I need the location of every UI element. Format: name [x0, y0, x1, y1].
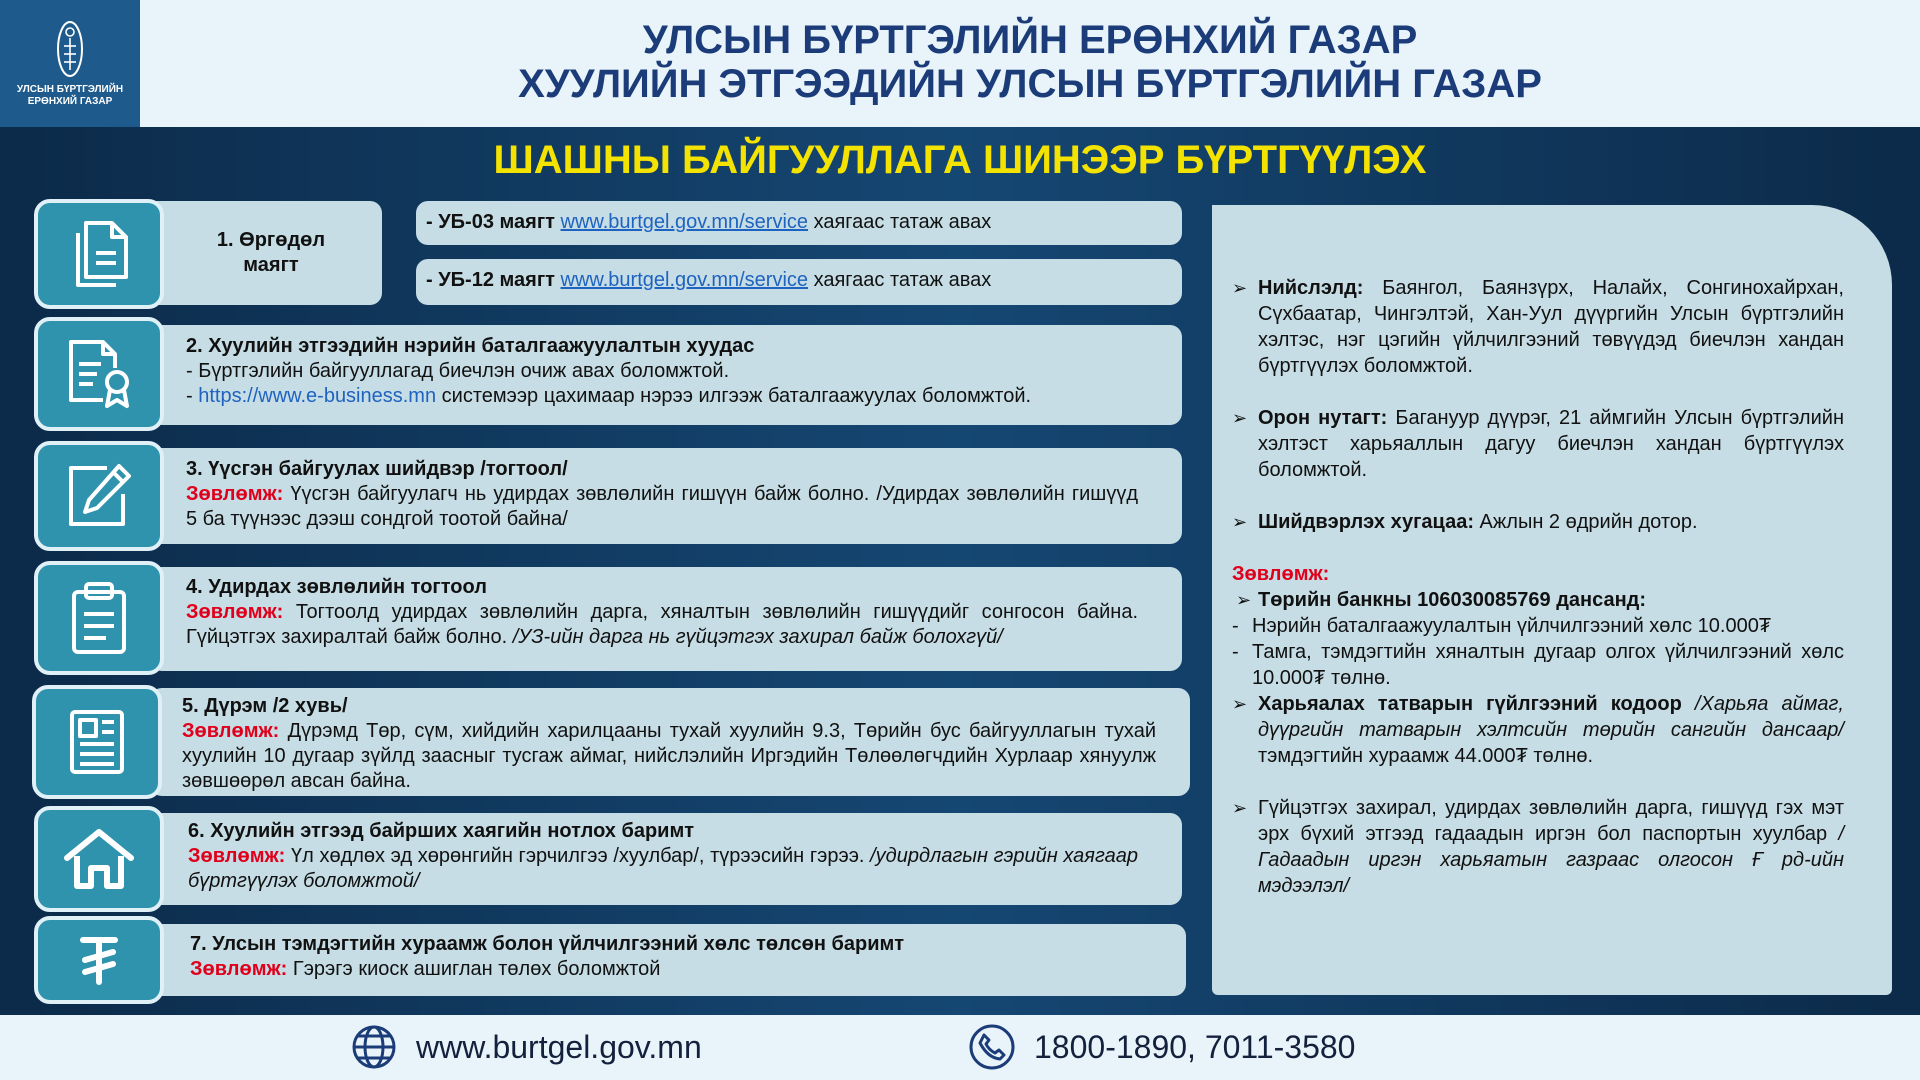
- panel-advice-label: Зөвлөмж:: [1232, 563, 1330, 585]
- step-1-form-2: [416, 259, 1182, 305]
- tax-italic: /Харьяа аймаг, дүүргийн татварын хэлтсийн төрийн сангийн дансаар/: [1258, 693, 1844, 741]
- step-7-tile: [34, 916, 164, 1004]
- logo[interactable]: [0, 0, 140, 127]
- bank-line-1: - Нэрийн баталгаажуулалтын үйлчилгээний хөлс 10.000₮: [1232, 613, 1844, 639]
- step-5-advice-text: Дүрэмд Төр, сүм, хийдийн харилцааны тухай хуулийн 9.3, Төрийн бус байгууллагын тухай хуулийн 10 дугаар зүйлд заасныг тусгаж аймаг, нийслэлийн Иргэдийн Төлөөлөгчдийн Хурлаар хянуулж зөвшөөрөл авсан байна.: [182, 720, 1156, 792]
- step-4-title: 4. Удирдах зөвлөлийн тогтоол: [186, 576, 487, 598]
- step-6-advice-italic: /удирдлагын гэрийн хаягаар бүртгүүлэх боломжтой/: [188, 845, 1138, 892]
- foreign-info: [1232, 795, 1844, 899]
- form-2-prefix: - УБ-12 маягт: [426, 269, 555, 291]
- step-7-box: [150, 924, 1186, 996]
- emblem-icon: [56, 20, 84, 78]
- step-5-advice-label: Зөвлөмж:: [182, 720, 280, 742]
- step-2-box: [150, 325, 1182, 425]
- bank-info: [1232, 587, 1844, 613]
- step-3-tile: [34, 441, 164, 551]
- form-1-link[interactable]: www.burtgel.gov.mn/service: [560, 211, 809, 233]
- phone-text[interactable]: 1800-1890, 7011-3580: [1034, 1028, 1356, 1065]
- step-4-advice-italic: /УЗ-ийн дарга нь гүйцэтгэх захирал байж болохгүй/: [512, 626, 1003, 648]
- step-6-title: 6. Хуулийн этгээд байрших хаягийн нотлох баримт: [188, 820, 695, 842]
- form-1-prefix: - УБ-03 маягт: [426, 211, 555, 233]
- step-6-advice-label: Зөвлөмж:: [188, 845, 286, 867]
- bank-line-2-text: Тамга, тэмдэгтийн хяналтын дугаар олгох үйлчилгээний хөлс 10.000₮ төлнө.: [1252, 641, 1844, 689]
- tax-text: тэмдэгтийн хураамж 44.000₮ төлнө.: [1258, 745, 1594, 767]
- form-2-suffix: хаягаас татаж авах: [808, 269, 992, 291]
- header-title-2: ХУУЛИЙН ЭТГЭЭДИЙН УЛСЫН БҮРТГЭЛИЙН ГАЗАР: [518, 62, 1542, 106]
- step-6-tile: [34, 806, 164, 912]
- step-2-title: 2. Хуулийн этгээдийн нэрийн баталгаажуулалтын хуудас: [186, 335, 755, 357]
- arrow-bullet-icon: ➢: [1236, 590, 1252, 610]
- capital-text: Баянгол, Баянзүрх, Налайх, Сонгинохайрхан, Сүхбаатар, Чингэлтэй, Хан-Уул дүүргийн Улсын бүртгэлийн хэлтэс, нэг цэгийн үйлчилгээний төвүүдэд биечлэн хандан бүртгүүлэх боломжтой.: [1258, 277, 1844, 377]
- local-info: [1232, 405, 1844, 483]
- info-panel: [1212, 205, 1892, 995]
- deadline-text: Ажлын 2 өдрийн дотор.: [1474, 511, 1698, 533]
- step-2-line-2: [186, 384, 1162, 409]
- logo-text-line-1: УЛСЫН БҮРТГЭЛИЙН: [16, 84, 124, 95]
- certificate-icon: [63, 336, 135, 412]
- step-1-box: [140, 201, 382, 305]
- step-3-advice-text: Үүсгэн байгуулагч нь удирдах зөвлөлийн гишүүн байж болно. /Удирдах зөвлөлийн гишүүд 5 ба түүнээс дээш сондгой тоотой байна/: [186, 483, 1138, 530]
- documents-icon: [64, 217, 134, 291]
- step-7-advice: [190, 957, 1166, 982]
- tugrik-icon: [77, 934, 121, 986]
- local-text: Багануур дүүрэг, 21 аймгийн Улсын бүртгэлийн хэлтэст харьяаллын дагуу биечлэн хандан бүртгүүлэх боломжтой.: [1258, 407, 1844, 481]
- step-4-tile: [34, 561, 164, 675]
- step-3-advice: [186, 482, 1138, 532]
- form-2-link[interactable]: www.burtgel.gov.mn/service: [560, 269, 809, 291]
- deadline-label: Шийдвэрлэх хугацаа:: [1258, 511, 1474, 533]
- step-2-line-2-prefix: -: [186, 385, 199, 407]
- step-1-form-1: [416, 201, 1182, 245]
- step-4-advice-label: Зөвлөмж:: [186, 601, 284, 623]
- bank-line-2: - Тамга, тэмдэгтийн хяналтын дугаар олгох үйлчилгээний хөлс 10.000₮ төлнө.: [1232, 641, 1844, 689]
- e-business-link[interactable]: https://www.e-business.mn: [198, 385, 437, 407]
- tax-label: Харьяалах татварын гүйлгээний кодоор: [1258, 693, 1682, 715]
- arrow-bullet-icon: ➢: [1232, 278, 1248, 298]
- foreign-text: Гүйцэтгэх захирал, удирдах зөвлөлийн дарга, гишүүд гэх мэт эрх бүхий этгээд гадаадын иргэн бол паспортын хуулбар: [1258, 797, 1844, 845]
- clipboard-icon: [66, 580, 132, 656]
- arrow-bullet-icon: ➢: [1232, 512, 1248, 532]
- step-2-line-1: - Бүртгэлийн байгууллагад биечлэн очиж авах боломжтой.: [186, 360, 730, 382]
- pen-edit-icon: [63, 460, 135, 532]
- website-text[interactable]: www.burtgel.gov.mn: [416, 1028, 702, 1065]
- tax-info: [1232, 691, 1844, 769]
- step-3-title: 3. Үүсгэн байгуулах шийдвэр /тогтоол/: [186, 458, 568, 480]
- step-4-box: [150, 567, 1182, 671]
- step-1-tile: [34, 199, 164, 309]
- logo-text: [0, 84, 140, 108]
- header-title-1: УЛСЫН БҮРТГЭЛИЙН ЕРӨНХИЙ ГАЗАР: [642, 18, 1418, 62]
- bank-line-1-text: Нэрийн баталгаажуулалтын үйлчилгээний хөлс 10.000₮: [1252, 615, 1772, 637]
- step-6-advice-text: Үл хөдлөх эд хөрөнгийн гэрчилгээ /хуулбар/, түрээсийн гэрээ.: [285, 845, 871, 867]
- step-6-box: [150, 813, 1182, 905]
- arrow-bullet-icon: ➢: [1232, 798, 1248, 818]
- header: [0, 0, 1920, 127]
- footer-website[interactable]: [350, 1023, 702, 1071]
- form-1-suffix: хаягаас татаж авах: [808, 211, 992, 233]
- step-7-title: 7. Улсын тэмдэгтийн хураамж болон үйлчилгээний хөлс төлсөн баримт: [190, 933, 905, 955]
- footer: [0, 1015, 1920, 1080]
- main-title: ШАШНЫ БАЙГУУЛЛАГА ШИНЭЭР БҮРТГҮҮЛЭХ: [493, 138, 1427, 182]
- house-icon: [61, 828, 137, 890]
- step-5-advice: [182, 719, 1156, 794]
- deadline-info: [1232, 509, 1844, 535]
- step-2-tile: [34, 317, 164, 431]
- step-5-tile: [32, 685, 162, 799]
- step-4-advice-text: Тогтоолд удирдах зөвлөлийн дарга, хяналтын зөвлөлийн гишүүдийг сонгосон байна. Гүйцэтгэх захиралтай байж болно.: [186, 601, 1138, 648]
- local-label: Орон нутагт:: [1258, 407, 1388, 429]
- step-5-box: [150, 688, 1190, 796]
- step-7-advice-text: Гэрэгэ киоск ашиглан төлөх боломжтой: [287, 958, 661, 980]
- logo-text-line-2: ЕРӨНХИЙ ГАЗАР: [27, 96, 113, 107]
- step-6-advice: [188, 844, 1138, 894]
- step-2-line-2-suffix: системээр цахимаар нэрээ илгээж баталгаажуулах боломжтой.: [436, 385, 1032, 407]
- step-3-box: [150, 448, 1182, 544]
- step-5-title: 5. Дүрэм /2 хувь/: [182, 695, 348, 717]
- arrow-bullet-icon: ➢: [1232, 694, 1248, 714]
- bank-label: Төрийн банкны 106030085769 дансанд:: [1258, 589, 1647, 611]
- foreign-italic: /Гадаадын иргэн харьяатын газраас олгосон Ғ рд-ийн мэдээлэл/: [1258, 823, 1844, 897]
- phone-icon: [968, 1023, 1016, 1071]
- footer-phone[interactable]: [968, 1023, 1355, 1071]
- newspaper-icon: [64, 706, 130, 778]
- arrow-bullet-icon: ➢: [1232, 408, 1248, 428]
- step-4-advice: [186, 600, 1138, 650]
- capital-info: [1232, 275, 1844, 379]
- step-1-title: 1. Өргөдөл маягт: [216, 229, 326, 276]
- globe-icon: [350, 1023, 398, 1071]
- capital-label: Нийслэлд:: [1258, 277, 1364, 299]
- step-3-advice-label: Зөвлөмж:: [186, 483, 284, 505]
- step-7-advice-label: Зөвлөмж:: [190, 958, 288, 980]
